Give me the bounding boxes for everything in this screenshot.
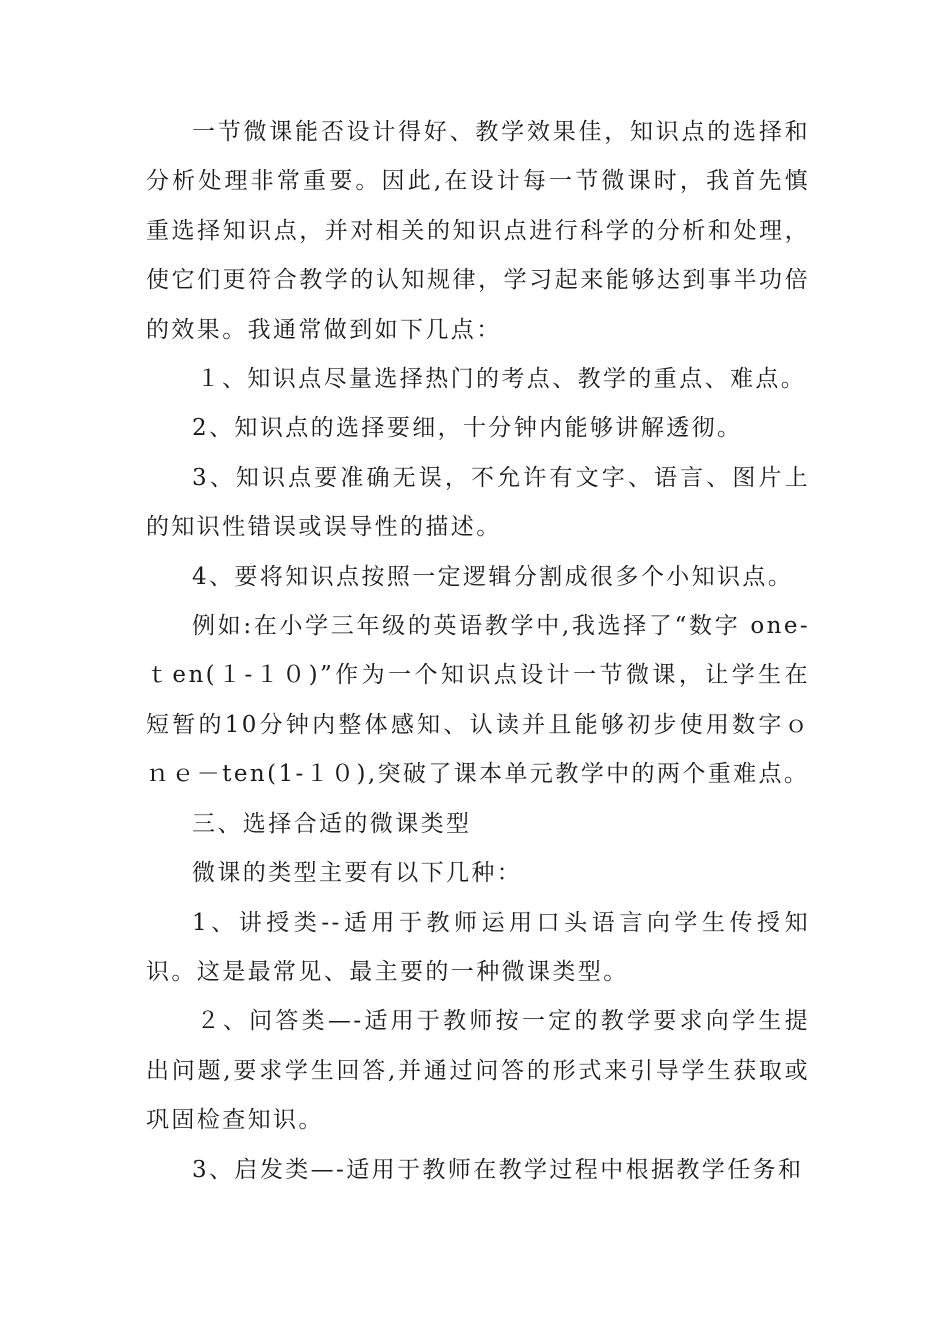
document-body (146, 108, 810, 1195)
paragraph-point-2: 2、知识点的选择要细，十分钟内能够讲解透彻。 (192, 415, 743, 442)
paragraph-type-2: ２、问答类—-适用于教师按一定的教学要求向学生提出问题,要求学生回答,并通过问答的形式来引导学生获取或巩固检查知识。 (146, 1008, 810, 1134)
paragraph-point-1: １、知识点尽量选择热门的考点、教学的重点、难点。 (196, 366, 807, 393)
paragraph-type-3: 3、启发类—-适用于教师在教学过程中根据教学任务和 (192, 1156, 804, 1183)
section-heading: 三、选择合适的微课类型 (192, 810, 472, 837)
paragraph-example: 例如:在小学三年级的英语教学中,我选择了“数字 one-ｔen(１-１０)”作为一个知识点设计一节微课，让学生在短暂的10分钟内整体感知、认读并且能够初步使用数字ｏｎｅ－ten(1-１０),突破了课本单元教学中的两个重难点。 (146, 613, 810, 788)
paragraph-point-3: 3、知识点要准确无误，不允许有文字、语言、图片上的知识性错误或误导性的描述。 (146, 464, 810, 541)
paragraph-type-1: 1、讲授类--适用于教师运用口头语言向学生传授知识。这是最常见、最主要的一种微课类型。 (146, 909, 810, 985)
paragraph-types-intro: 微课的类型主要有以下几种： (192, 860, 523, 887)
paragraph-point-4: 4、要将知识点按照一定逻辑分割成很多个小知识点。 (192, 563, 794, 590)
paragraph-intro: 一节微课能否设计得好、教学效果佳，知识点的选择和分析处理非常重要。因此,在设计每一节微课时，我首先慎重选择知识点，并对相关的知识点进行科学的分析和处理，使它们更符合教学的认知规律，学习起来能够达到事半功倍的效果。我通常做到如下几点： (146, 119, 810, 343)
